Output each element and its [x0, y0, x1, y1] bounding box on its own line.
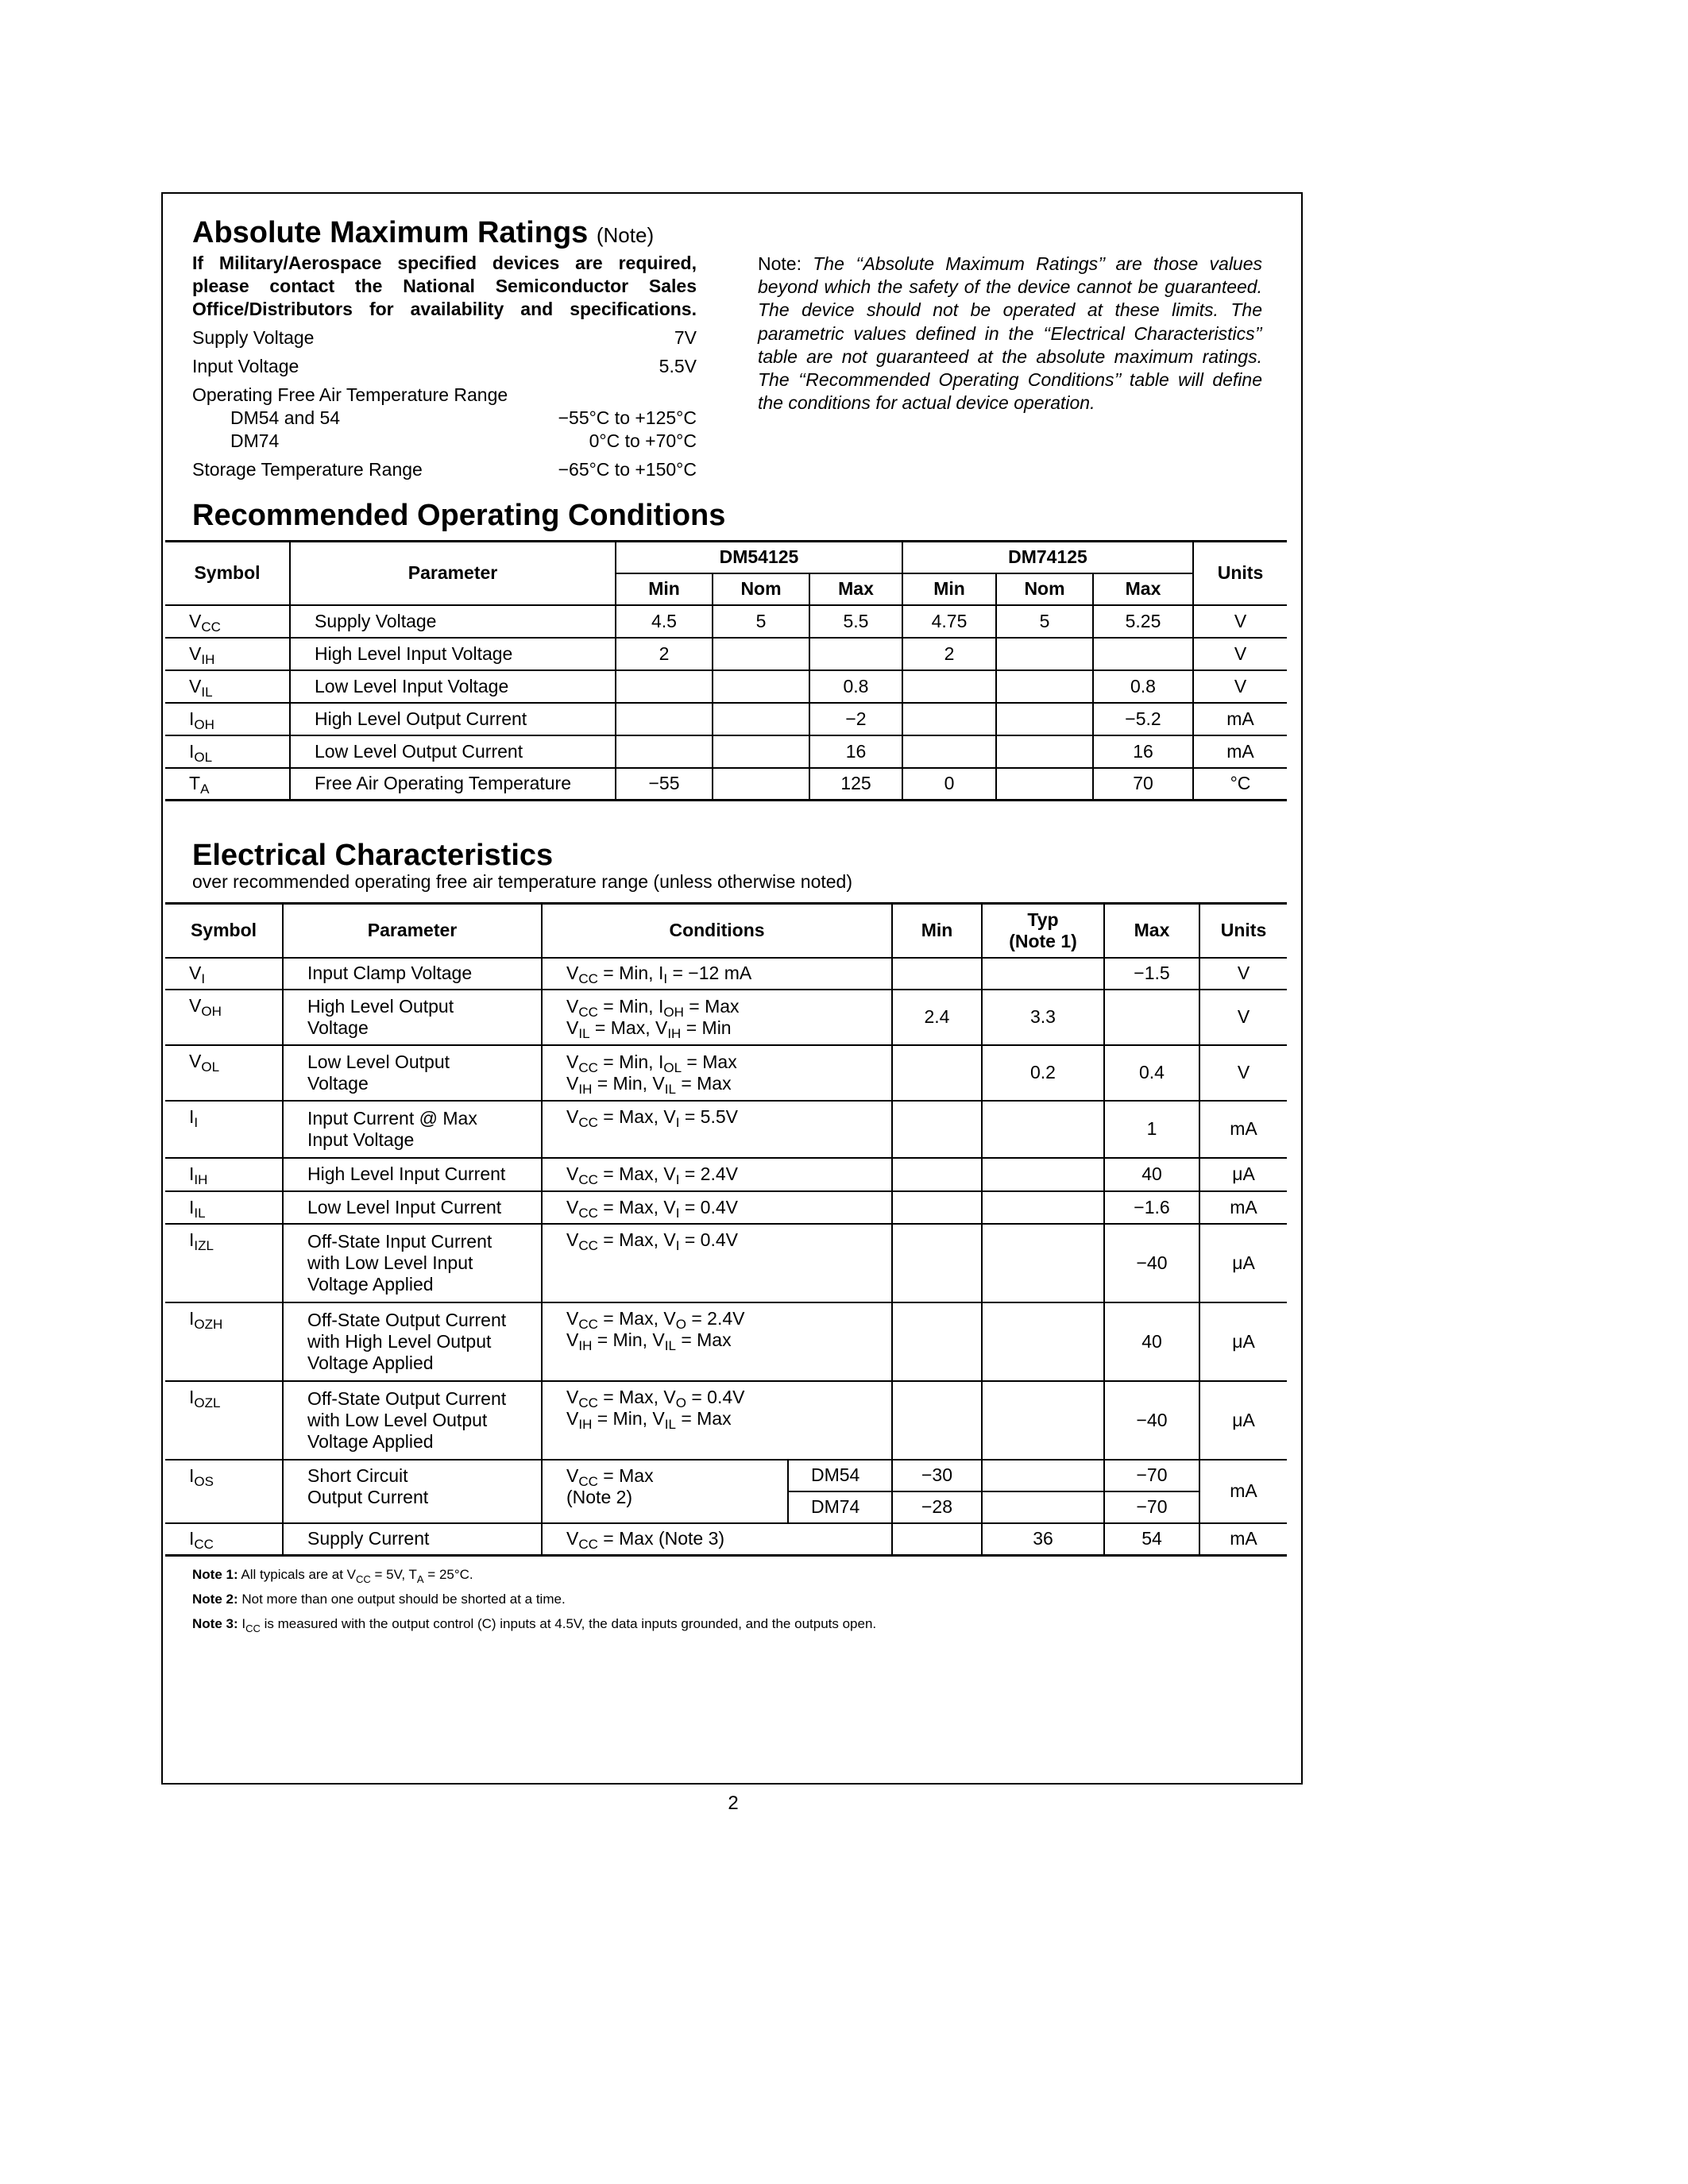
ec-h-typ: Typ (Note 1): [982, 904, 1104, 958]
ec-h-symbol: Symbol: [165, 904, 283, 958]
units-cell: mA: [1199, 1523, 1287, 1556]
parameter-cell: Short Circuit Output Current: [283, 1460, 542, 1523]
table-row: [165, 990, 1287, 1045]
parameter-cell: High Level Input Voltage: [290, 638, 616, 670]
table-row: [165, 1224, 1287, 1302]
table-row: [165, 768, 1287, 801]
conditions-cell: $V_{CC}$ = Min, $I_{OL}$ = Max $V_{IH}$ = Min, $V_{IL}$ = Max: [542, 1045, 892, 1101]
value-cell: [996, 735, 1093, 768]
amr-note-text: The ‘‘Absolute Maximum Ratings’’ are those values beyond which the safety of the device cannot be guaranteed. The device should not be operated at these limits. The parametric values defined in the ‘‘Electrical Characteristics’’ table are not guaranteed at the absolute maximum ratings. The ‘‘Recommended Operating Conditions’’ table will define the conditions for actual device operation.: [758, 253, 1263, 414]
value-cell: [902, 703, 996, 735]
footnotes: [192, 1562, 876, 1636]
max-cell: 1: [1104, 1101, 1199, 1158]
ec-h-units: Units: [1199, 904, 1287, 958]
value-cell: −55: [616, 768, 713, 801]
table-row: [165, 605, 1287, 638]
ec-h-min: Min: [892, 904, 982, 958]
symbol-cell: $V_{OH}$: [165, 990, 283, 1045]
amr-warning: If Military/Aerospace specified devices are required, please contact the National Semiconductor Sales Office/Distributors for availability and specifications.: [192, 253, 697, 319]
conditions-cell: $V_{CC}$ = Max (Note 2): [542, 1460, 788, 1523]
units-cell: V: [1199, 958, 1287, 990]
max-cell: 40: [1104, 1158, 1199, 1191]
parameter-cell: Free Air Operating Temperature: [290, 768, 616, 801]
parameter-cell: Off-State Output Current with Low Level Output Voltage Applied: [283, 1381, 542, 1460]
symbol-cell: $I_{IZL}$: [165, 1224, 283, 1302]
conditions-cell: $V_{CC}$ = Max, $V_I = 2.4V$: [542, 1158, 892, 1191]
roc-table: [165, 540, 1287, 801]
dm54-value: −55°C to +125°C: [558, 407, 697, 428]
value-cell: [713, 768, 809, 801]
value-cell: −5.2: [1093, 703, 1193, 735]
value-cell: [902, 670, 996, 703]
value-cell: 16: [1093, 735, 1193, 768]
symbol-cell: $I_{OL}$: [165, 735, 290, 768]
roc-h-min: Min: [902, 573, 996, 605]
conditions-cell: $V_{CC}$ = Max, $V_I = 0.4V$: [542, 1191, 892, 1224]
table-row: [165, 1158, 1287, 1191]
dm74-cell: DM74: [788, 1491, 892, 1523]
parameter-cell: Low Level Output Voltage: [283, 1045, 542, 1101]
conditions-cell: $V_{CC}$ = Max, $V_I = 0.4V$: [542, 1224, 892, 1302]
min-cell: −28: [892, 1491, 982, 1523]
units-cell: mA: [1193, 735, 1287, 768]
value-cell: 4.75: [902, 605, 996, 638]
conditions-cell: $V_{CC}$ = Min, $I_I = -12$ mA: [542, 958, 892, 990]
dm74-label: DM74: [230, 430, 280, 451]
parameter-cell: High Level Input Current: [283, 1158, 542, 1191]
page-number: 2: [728, 1792, 739, 1814]
symbol-cell: $V_{IH}$: [165, 638, 290, 670]
value-cell: 70: [1093, 768, 1193, 801]
value-cell: 5: [996, 605, 1093, 638]
conditions-cell: $V_{CC}$ = Min, $I_{OH}$ = Max $V_{IL}$ = Max, $V_{IH}$ = Min: [542, 990, 892, 1045]
table-row: [165, 1302, 1287, 1381]
value-cell: 0.8: [1093, 670, 1193, 703]
amr-title: Absolute Maximum Ratings (Note): [192, 216, 655, 249]
symbol-cell: $V_{IL}$: [165, 670, 290, 703]
value-cell: 125: [809, 768, 902, 801]
symbol-cell: $V_{OL}$: [165, 1045, 283, 1101]
parameter-cell: Off-State Output Current with High Level Output Voltage Applied: [283, 1302, 542, 1381]
parameter-cell: Input Clamp Voltage: [283, 958, 542, 990]
amr-list: [192, 326, 697, 481]
roc-h-max: Max: [809, 573, 902, 605]
parameter-cell: Low Level Input Voltage: [290, 670, 616, 703]
ec-table: [165, 902, 1287, 1557]
roc-h-nom: Nom: [713, 573, 809, 605]
typ-cell: 0.2: [982, 1045, 1104, 1101]
supply-voltage-value: 7V: [674, 327, 697, 348]
max-cell: 40: [1104, 1302, 1199, 1381]
roc-h-symbol: Symbol: [165, 542, 290, 605]
value-cell: [713, 703, 809, 735]
value-cell: [713, 670, 809, 703]
max-cell: −40: [1104, 1381, 1199, 1460]
units-cell: mA: [1199, 1460, 1287, 1523]
symbol-cell: $I_{IH}$: [165, 1158, 283, 1191]
typ-cell: 3.3: [982, 990, 1104, 1045]
value-cell: 5: [713, 605, 809, 638]
value-cell: [1093, 638, 1193, 670]
value-cell: [996, 638, 1093, 670]
max-cell: −70: [1104, 1460, 1199, 1491]
ec-h-parameter: Parameter: [283, 904, 542, 958]
parameter-cell: High Level Output Voltage: [283, 990, 542, 1045]
value-cell: [616, 735, 713, 768]
value-cell: 16: [809, 735, 902, 768]
max-cell: −70: [1104, 1491, 1199, 1523]
conditions-cell: $V_{CC}$ = Max, $V_O = 0.4V$ $V_{IH}$ = Min, $V_{IL}$ = Max: [542, 1381, 892, 1460]
roc-h-units: Units: [1193, 542, 1287, 605]
parameter-cell: Low Level Input Current: [283, 1191, 542, 1224]
units-cell: mA: [1199, 1191, 1287, 1224]
table-row: [165, 1523, 1287, 1556]
value-cell: 2: [616, 638, 713, 670]
parameter-cell: Low Level Output Current: [290, 735, 616, 768]
roc-h-max: Max: [1093, 573, 1193, 605]
table-row: [165, 1460, 1287, 1491]
amr-note: [758, 253, 1262, 415]
value-cell: 5.5: [809, 605, 902, 638]
dm74-value: 0°C to +70°C: [589, 430, 697, 451]
table-row: [165, 703, 1287, 735]
units-cell: V: [1193, 605, 1287, 638]
units-cell: μA: [1199, 1224, 1287, 1302]
max-cell: 54: [1104, 1523, 1199, 1556]
ec-subtitle: over recommended operating free air temperature range (unless otherwise noted): [192, 871, 852, 892]
typ-cell: 36: [982, 1523, 1104, 1556]
amr-note-prefix: Note:: [758, 253, 802, 274]
symbol-cell: $T_A$: [165, 768, 290, 801]
min-cell: 2.4: [892, 990, 982, 1045]
table-row: [165, 1381, 1287, 1460]
table-row: [165, 1045, 1287, 1101]
table-row: [165, 735, 1287, 768]
value-cell: 0.8: [809, 670, 902, 703]
ec-title: Electrical Characteristics: [192, 839, 554, 872]
units-cell: mA: [1193, 703, 1287, 735]
value-cell: [713, 638, 809, 670]
storage-temp-value: −65°C to +150°C: [558, 459, 697, 480]
units-cell: mA: [1199, 1101, 1287, 1158]
note-2: Note 2: Not more than one output should be shorted at a time.: [192, 1592, 566, 1607]
value-cell: [996, 768, 1093, 801]
conditions-cell: $V_{CC}$ = Max, $V_O = 2.4V$ $V_{IH}$ = Min, $V_{IL}$ = Max: [542, 1302, 892, 1381]
value-cell: [616, 703, 713, 735]
symbol-cell: $V_{CC}$: [165, 605, 290, 638]
table-row: [165, 670, 1287, 703]
ec-h-max: Max: [1104, 904, 1199, 958]
symbol-cell: $I_{OZH}$: [165, 1302, 283, 1381]
parameter-cell: Input Current @ Max Input Voltage: [283, 1101, 542, 1158]
dm54-label: DM54 and 54: [230, 407, 341, 428]
symbol-cell: $I_{OH}$: [165, 703, 290, 735]
value-cell: 4.5: [616, 605, 713, 638]
dm54-cell: DM54: [788, 1460, 892, 1491]
value-cell: [809, 638, 902, 670]
units-cell: μA: [1199, 1381, 1287, 1460]
value-cell: −2: [809, 703, 902, 735]
roc-h-dm74: DM74125: [902, 542, 1193, 573]
symbol-cell: $I_{OZL}$: [165, 1381, 283, 1460]
units-cell: V: [1199, 990, 1287, 1045]
roc-h-dm54: DM54125: [616, 542, 902, 573]
max-cell: −1.6: [1104, 1191, 1199, 1224]
storage-temp-label: Storage Temperature Range: [192, 459, 423, 480]
max-cell: −1.5: [1104, 958, 1199, 990]
ec-h-conditions: Conditions: [542, 904, 892, 958]
parameter-cell: Off-State Input Current with Low Level Input Voltage Applied: [283, 1224, 542, 1302]
units-cell: V: [1193, 638, 1287, 670]
conditions-cell: $V_{CC}$ = Max (Note 3): [542, 1523, 892, 1556]
parameter-cell: Supply Current: [283, 1523, 542, 1556]
value-cell: 0: [902, 768, 996, 801]
value-cell: [996, 670, 1093, 703]
table-row: [165, 958, 1287, 990]
min-cell: −30: [892, 1460, 982, 1491]
amr-title-note: (Note): [596, 223, 655, 247]
table-row: [165, 1191, 1287, 1224]
value-cell: [616, 670, 713, 703]
value-cell: [713, 735, 809, 768]
symbol-cell: $I_I$: [165, 1101, 283, 1158]
units-cell: μA: [1199, 1158, 1287, 1191]
table-row: [165, 638, 1287, 670]
note-3: Note 3: $I_{CC}$ is measured with the output control (C) inputs at 4.5V, the data inputs grounded, and the outputs open.: [192, 1616, 877, 1634]
temp-range-label: Operating Free Air Temperature Range: [192, 384, 508, 405]
units-cell: °C: [1193, 768, 1287, 801]
symbol-cell: $I_{IL}$: [165, 1191, 283, 1224]
max-cell: −40: [1104, 1224, 1199, 1302]
roc-h-nom: Nom: [996, 573, 1093, 605]
table-row: [165, 1101, 1287, 1158]
units-cell: μA: [1199, 1302, 1287, 1381]
parameter-cell: Supply Voltage: [290, 605, 616, 638]
max-cell: 0.4: [1104, 1045, 1199, 1101]
supply-voltage-label: Supply Voltage: [192, 327, 315, 348]
units-cell: V: [1193, 670, 1287, 703]
symbol-cell: $V_I$: [165, 958, 283, 990]
symbol-cell: $I_{OS}$: [165, 1460, 283, 1523]
value-cell: [902, 735, 996, 768]
input-voltage-value: 5.5V: [659, 356, 697, 376]
value-cell: 5.25: [1093, 605, 1193, 638]
roc-h-parameter: Parameter: [290, 542, 616, 605]
value-cell: 2: [902, 638, 996, 670]
roc-title: Recommended Operating Conditions: [192, 499, 726, 532]
conditions-cell: $V_{CC}$ = Max, $V_I = 5.5V$: [542, 1101, 892, 1158]
value-cell: [996, 703, 1093, 735]
roc-h-min: Min: [616, 573, 713, 605]
input-voltage-label: Input Voltage: [192, 356, 299, 376]
symbol-cell: $I_{CC}$: [165, 1523, 283, 1556]
units-cell: V: [1199, 1045, 1287, 1101]
note-1: Note 1: All typicals are at $V_{CC} = 5V$, $T_A = 25^\circ C$.: [192, 1567, 473, 1585]
parameter-cell: High Level Output Current: [290, 703, 616, 735]
